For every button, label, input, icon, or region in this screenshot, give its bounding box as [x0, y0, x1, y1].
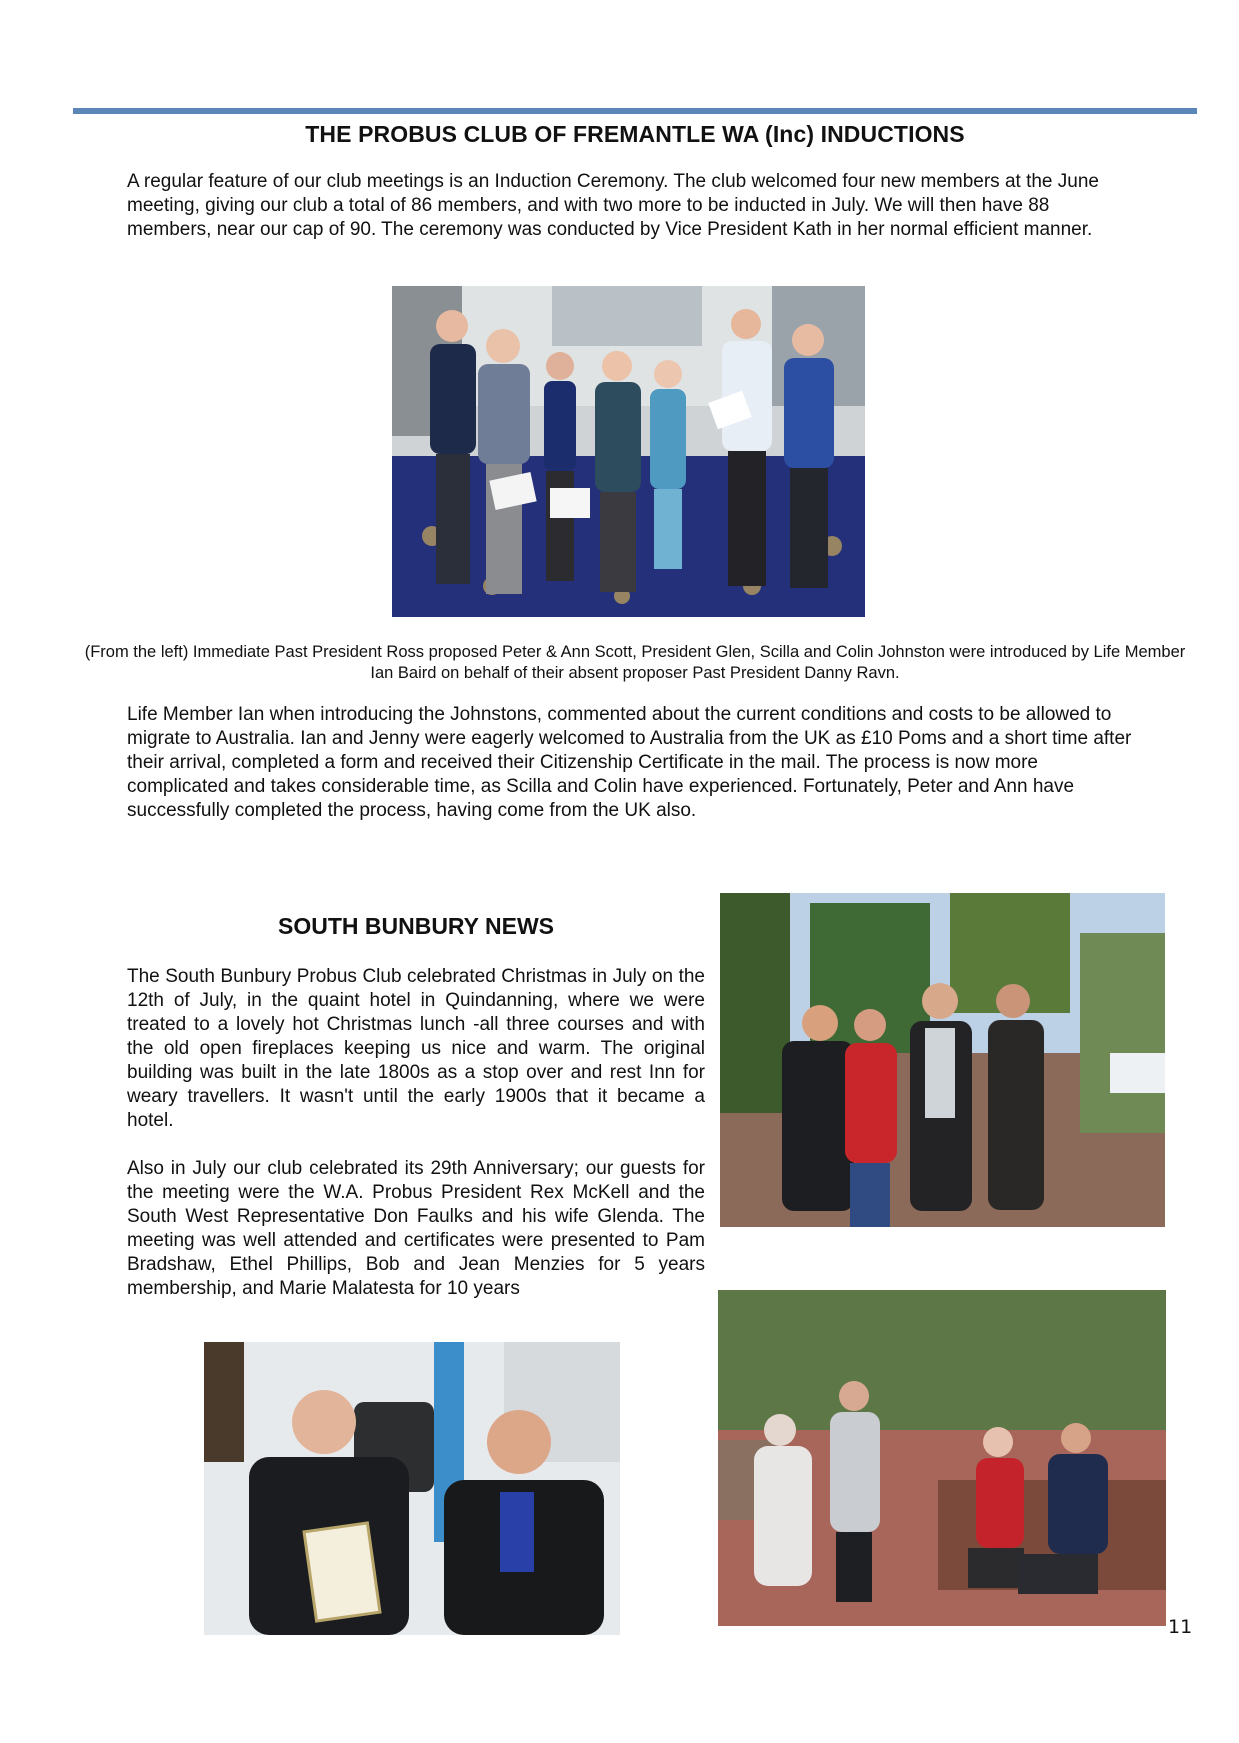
photo-caption: (From the left) Immediate Past President Ross proposed Peter & Ann Scott, President Glen, Scilla and Colin Johnston were introduced by Life Member Ian Baird on behalf of their absent proposer Past President Danny Ravn. [84, 643, 1186, 682]
section-title: THE PROBUS CLUB OF FREMANTLE WA (Inc) INDUCTIONS [305, 121, 965, 147]
intro-paragraph: A regular feature of our club meetings is an Induction Ceremony. The club welcomed four new members at the June meeting, giving our club a total of 86 members, and with two more to be inducted in July. We will then have 88 members, near our cap of 90. The ceremony was conducted by Vice President Kath in her normal efficient manner. [127, 171, 1099, 240]
section-heading-south-bunbury: SOUTH BUNBURY NEWS [277, 913, 554, 939]
certificate-photo [204, 1342, 620, 1635]
bunbury-paragraph-2: Also in July our club celebrated its 29th Anniversary; our guests for the meeting were the W.A. Probus President Rex McKell and the South West Representative Don Faulks and his wife Glenda. The meeting was well attended and certificates were presented to Pam Bradshaw, Ethel Phillips, Bob and Jean Menzies for 5 years membership, and Marie Malatesta for 10 years [127, 1158, 705, 1299]
page-number: 11 [1168, 1616, 1193, 1638]
body-paragraph: Life Member Ian when introducing the Johnstons, commented about the current conditions and costs to be allowed to migrate to Australia. Ian and Jenny were eagerly welcomed to Australia from the UK as £10 Poms and a short time after their arrival, completed a form and received their Citizenship Certificate in the mail. The process is now more complicated and takes considerable time, as Scilla and Colin have experienced. Fortunately, Peter and Ann have successfully completed the process, having come from the UK also. [127, 704, 1132, 821]
induction-group-photo [392, 286, 865, 617]
header-rule [73, 108, 1197, 114]
courtyard-photo [718, 1290, 1166, 1626]
bunbury-group-photo [720, 893, 1165, 1227]
bunbury-paragraph-1: The South Bunbury Probus Club celebrated Christmas in July on the 12th of July, in the quaint hotel in Quindanning, where we were treated to a lovely hot Christmas lunch -all three courses and with the old open fireplaces keeping us nice and warm. The original building was built in the late 1800s as a stop over and rest Inn for weary travellers. It wasn't until the early 1900s that it became a hotel. [127, 966, 705, 1131]
